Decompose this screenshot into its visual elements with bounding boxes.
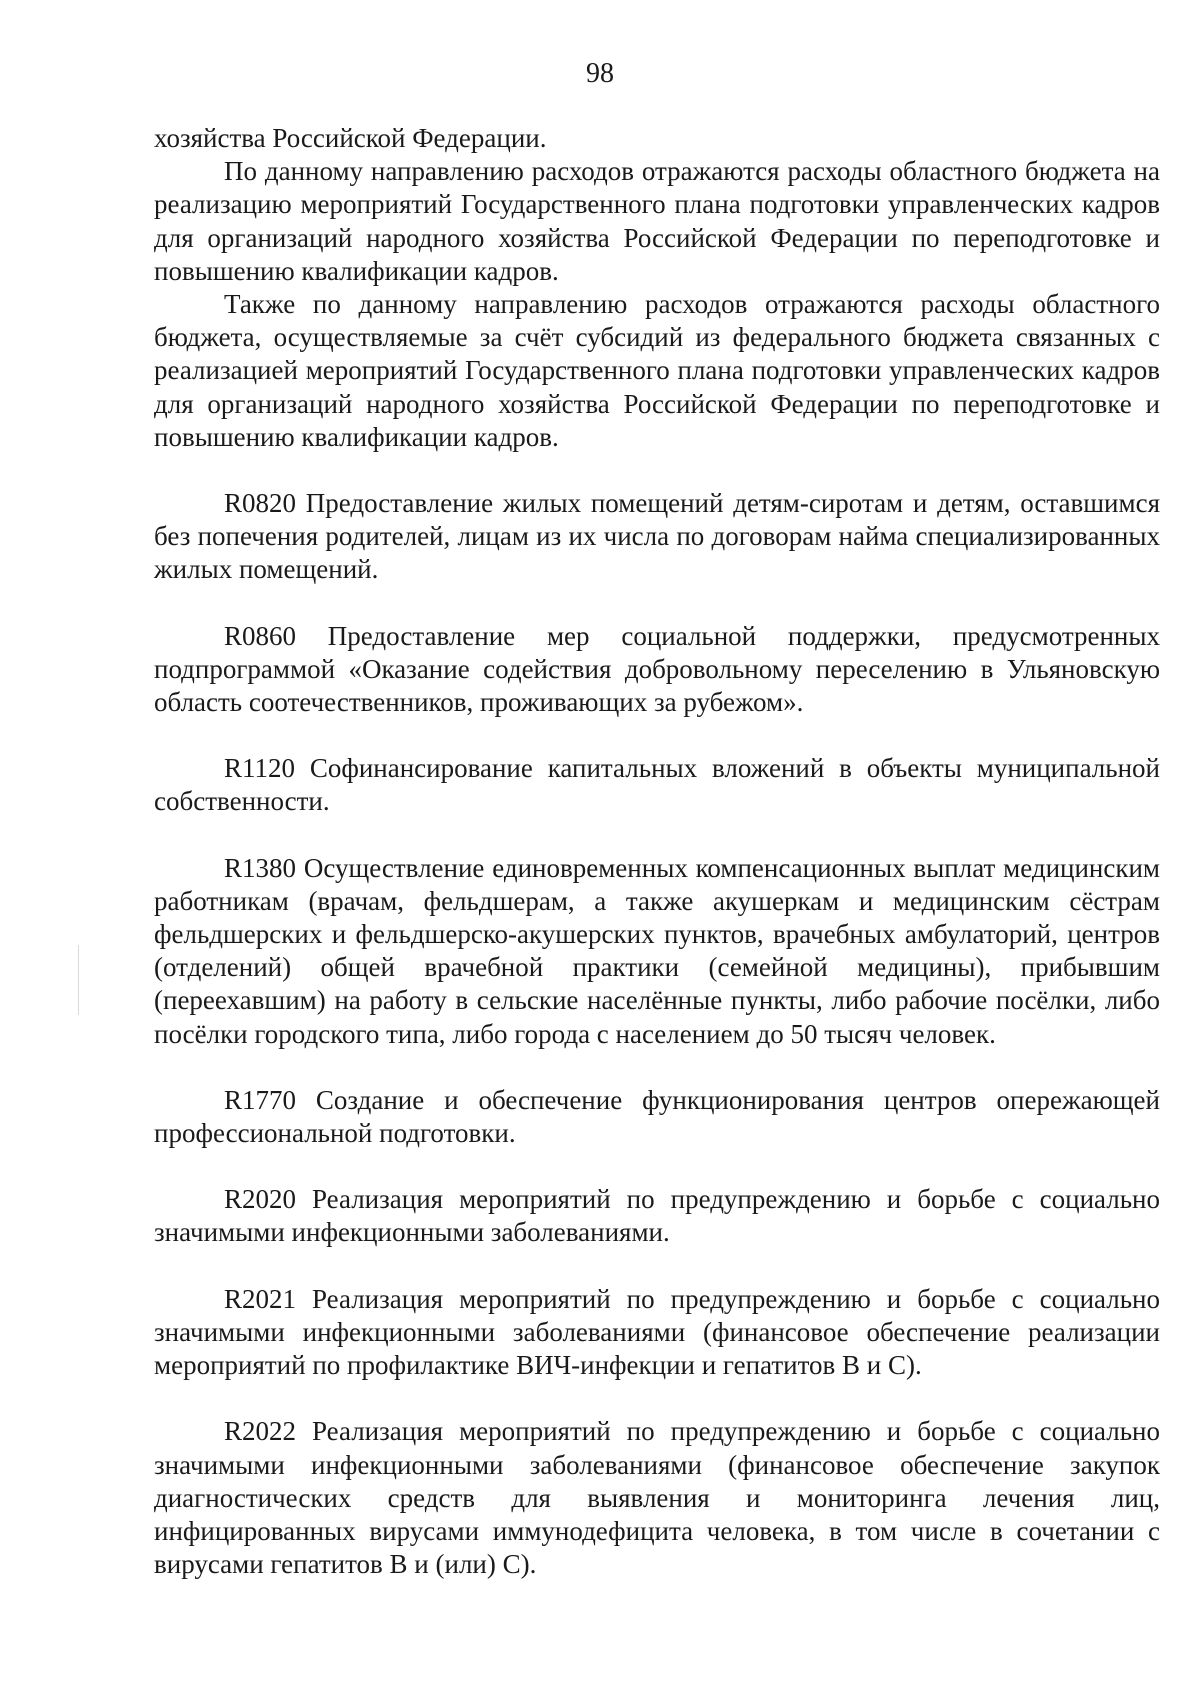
paragraph-r0820: R0820 Предоставление жилых помещений детям-сиротам и детям, оставшимся без попечения родителей, лицам из их числа по договорам найма специализированных жилых помещений. bbox=[154, 488, 1160, 585]
paragraph-r1380: R1380 Осуществление единовременных компенсационных выплат медицинским работникам (врачам, фельдшерам, а также акушеркам и медицинским сёстрам фельдшерских и фельдшерско-акушерских пунктов, врачебных амбулаторий, центров (отделений) общей врачебной практики (семейной медицины), прибывшим (переехавшим) на работу в сельские населённые пункты, либо рабочие посёлки, либо посёлки городского типа, либо города с населением до 50 тысяч человек. bbox=[154, 852, 1160, 1049]
paragraph-r2020: R2020 Реализация мероприятий по предупреждению и борьбе с социально значимыми инфекционными заболеваниями. bbox=[154, 1184, 1160, 1248]
paragraph-direction-expenses: По данному направлению расходов отражаются расходы областного бюджета на реализацию мероприятий Государственного плана подготовки управленческих кадров для организаций народного хозяйства Российской Федерации по переподготовке и повышению квалификации кадров. bbox=[154, 156, 1160, 286]
paragraph-r2022: R2022 Реализация мероприятий по предупреждению и борьбе с социально значимыми инфекционными заболеваниями (финансовое обеспечение закупок диагностических средств для выявления и мониторинга лечения лиц, инфицированных вирусами иммунодефицита человека, в том числе в сочетании с вирусами гепатитов B и (или) C). bbox=[154, 1416, 1160, 1580]
paragraph-r1120: R1120 Софинансирование капитальных вложений в объекты муниципальной собственности. bbox=[154, 753, 1160, 817]
paragraph-r2021: R2021 Реализация мероприятий по предупреждению и борьбе с социально значимыми инфекционными заболеваниями (финансовое обеспечение реализации мероприятий по профилактике ВИЧ-инфекции и гепатитов B и C). bbox=[154, 1283, 1160, 1381]
paragraph-r0860: R0860 Предоставление мер социальной поддержки, предусмотренных подпрограммой «Оказание содействия добровольному переселению в Ульяновскую область соотечественников, проживающих за рубежом». bbox=[154, 620, 1160, 718]
scan-margin-mark bbox=[78, 945, 79, 1015]
document-body bbox=[154, 122, 1160, 1581]
paragraph-continuation: хозяйства Российской Федерации. bbox=[154, 123, 547, 153]
paragraph-r1770: R1770 Создание и обеспечение функционирования центров опережающей профессиональной подготовки. bbox=[154, 1084, 1160, 1149]
paragraph-federal-subsidies: Также по данному направлению расходов отражаются расходы областного бюджета, осуществляемые за счёт субсидий из федерального бюджета связанных с реализацией мероприятий Государственного плана подготовки управленческих кадров для организаций народного хозяйства Российской Федерации по переподготовке и повышению квалификации кадров. bbox=[154, 289, 1160, 452]
page-number: 98 bbox=[586, 58, 614, 89]
